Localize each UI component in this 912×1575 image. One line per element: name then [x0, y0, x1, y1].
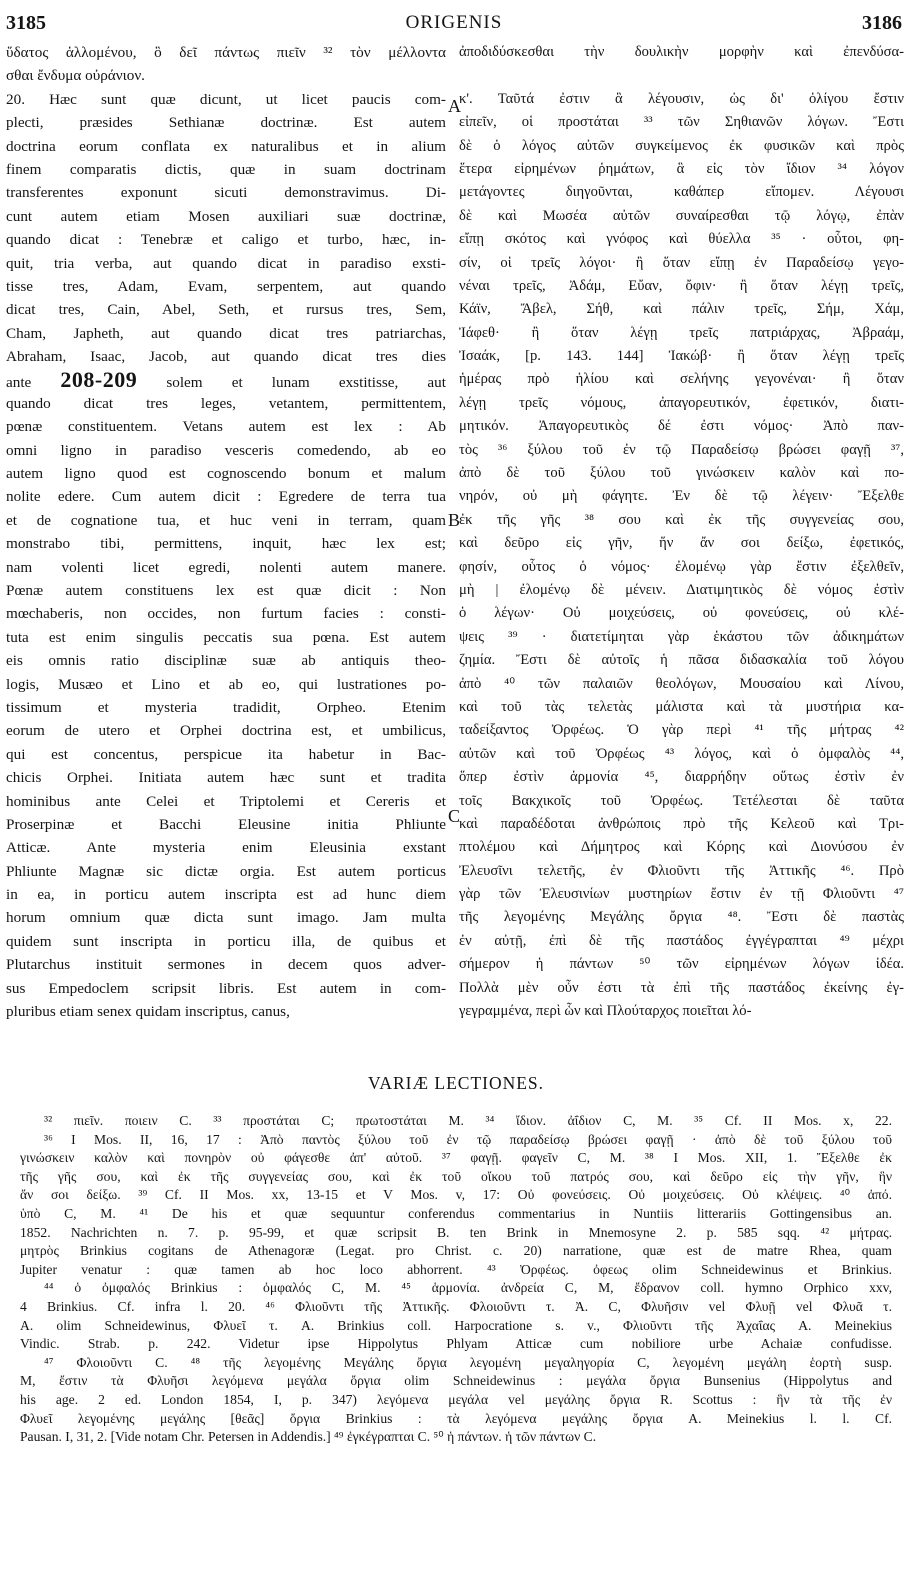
greek-line: τῆς λεγομένης Μεγάλης ὄργια ⁴⁸. Ἔστι δὲ παστὰς [459, 909, 904, 926]
latin-line: quando dicat tres leges, vetantem, permittentem, [6, 394, 446, 412]
greek-line: εἴπῃ σκότος καὶ γνόφος καὶ θύελλα ³⁵ · οὗτοι, φη- [459, 231, 904, 248]
latin-line: σθαι ἔνδυμα οὐράνιον. [6, 67, 145, 85]
greek-line: ἀπὸ ⁴⁰ τῶν παλαιῶν θεολόγων, Μουσαίου καὶ Λίνου, [459, 675, 904, 692]
margin-letter-c: C [448, 806, 461, 826]
latin-line: eis omnis ratio disciplinæ suæ ab antiquis theo- [6, 652, 446, 670]
greek-line: Ἰσαάκ, [p. 143. 144] Ἰακώβ· ἢ ὅταν λέγῃ τρεῖς [459, 348, 904, 365]
variant-note-line: Jupiter venatur : quæ tamen ab hoc loco abhorrent. ⁴³ Ὀρφέως. ὀφεως olim Schneidewinus et Brinkius. [20, 1261, 892, 1277]
variant-note-line: his age. 2 ed. London 1854, I, p. 347) λεγόμενα μεγάλα vel μεγάλης ὄργια R. Scottus : ἣν τὰ τῆς ἐν [20, 1391, 892, 1407]
latin-line: quidem sunt inscripta in porticu illa, de quibus et [6, 932, 446, 950]
latin-line: Atticæ. Ante mysteria enim Eleusinia exstant [6, 839, 446, 857]
greek-line: ἐκ τῆς γῆς ³⁸ σου καὶ ἐκ τῆς συγγενείας σου, [459, 511, 904, 528]
greek-line: μητικόν. Ἀπαγορευτικὸς δέ ἐστι νόμος· Ἀπὸ παν- [459, 418, 904, 435]
latin-line: ὕδατος ἁλλομένου, ὃ δεῖ πάντως πιεῖν ³² τὸν μέλλοντα [6, 44, 446, 61]
latin-line: sus Empedoclem scripsit libris. Est autem in com- [6, 979, 446, 997]
latin-line: chicis Orphei. Initiata autem hæc sunt et tradita [6, 769, 446, 787]
greek-line: ἕτερα εἰρημένων ῥημάτων, ἃ εἰς τὸν ἴδιον ³⁴ λόγον [459, 160, 904, 177]
greek-line: γεγραμμένα, περὶ ὧν καὶ Πλούταρχος ποιεῖται λό- [459, 1003, 752, 1020]
greek-line: ζημία. Ἔστι δὲ αὐτοῖς ἡ πᾶσα διδασκαλία τοῦ λόγου [459, 652, 904, 669]
variant-note-line: τῆς γῆς σου, καὶ ἐκ τῆς συγγενείας σου, καὶ ἐκ τοῦ οἴκου τοῦ πατρός σου, καὶ δεῦρο εἰς τὴν γῆν, ἣν [20, 1168, 892, 1184]
greek-line: φησίν, οὗτος ὁ νόμος· ἐλομένῳ γὰρ ἔστιν ἐξελθεῖν, [459, 558, 904, 575]
latin-line: pluribus etiam senex quidam inscriptus, canus, [6, 1003, 290, 1021]
greek-line: λέγῃ τρεῖς νόμους, ἀπαγορευτικόν, ἐφετικόν, διατι- [459, 394, 904, 411]
latin-line: Abraham, Isaac, Jacob, aut quando dicat tres dies [6, 348, 446, 366]
variant-note-line: μητρὸς Brinkius cogitans de Athenagoræ (Legat. pro Christ. c. 20) narratione, quæ est de matre Rhea, quam [20, 1243, 892, 1259]
section-number: 208-209 [60, 368, 138, 392]
latin-line: qui est concentus, perspicue ita habetur in Bac- [6, 745, 446, 763]
greek-line: σίν, οἱ τρεῖς λόγοι· ἢ ὅταν εἴπῃ ἐν Παραδείσῳ γεγο- [459, 254, 904, 271]
greek-line: καὶ δεῦρο εἰς γῆν, ἥν ἄν σοι δείξω, ἐφετικός, [459, 535, 904, 552]
greek-line: αὐτῶν καὶ τοῦ Ὀρφέως ⁴³ λόγος, καὶ ὁ ὀμφαλὸς ⁴⁴, [459, 745, 904, 762]
latin-line: quit, tria verba, aut quando dicat in paradiso exsti- [6, 254, 446, 272]
greek-line: ἡμέρας πρὸ ἡλίου καὶ σελήνης γεγονέναι· ἢ ὅταν [459, 371, 904, 388]
variant-note-line: ⁴⁷ Φλοιοῦντι C. ⁴⁸ τῆς λεγομένης Μεγάλης ὄργια λεγομένη μεγαληγορία C, λεγομένη μεγάλη ἑορτὴ susp. [44, 1354, 892, 1370]
latin-line: Plutarchus instituit sermones in decem quos adver- [6, 956, 446, 974]
latin-line: ante 208-209 solem et lunam exstitisse, aut [6, 368, 446, 392]
greek-line: σήμερον ἡ πάντων ⁵⁰ τῶν εἰρημένων λόγων ἰδέα. [459, 956, 904, 973]
latin-line: plecti, præsides Sethianæ doctrinæ. Est autem [6, 114, 446, 132]
latin-line: et de cognatione tua, et huc veni in terram, quam [6, 511, 446, 529]
variae-lectiones-notes [20, 1112, 892, 1447]
latin-line: transferentes exponunt sicuti demonstravimus. Di- [6, 184, 446, 202]
greek-line: ὅπερ ἐστὶν ἁρμονία ⁴⁵, διαρρήδην οὕτως ἐστὶν ἐν [459, 769, 904, 786]
margin-letter-b: B [448, 510, 461, 530]
latin-line: hominibus ante Celei et Triptolemi et Cereris et [6, 792, 446, 810]
running-title: ORIGENIS [405, 12, 503, 33]
latin-line: finem comparatis dictis, quæ in suam doctrinam [6, 160, 446, 178]
variant-note-line: Φλυεῖ λεγομένης μεγάλης [θεᾶς] ὄργια Brinkius : τὰ λεγόμενα μεγάλης ὄργια A. Meinekius l. l. Cf. [20, 1410, 892, 1426]
variant-note-line: γινώσκειν καλὸν καὶ πονηρὸν οὐ φάγεσθε ἀπ' αὐτοῦ. ³⁷ φαγῇ. φαγεῖν C, M. ³⁸ I Mos. XII, 1. Ἔξελθε ἐκ [20, 1150, 892, 1166]
variant-note-line: 4 Brinkius. Cf. infra l. 20. ⁴⁶ Φλιοῦντι τῆς Ἀττικῆς. Φλοιοῦντι τ. Ἀ. C, Φλυῆσιν vel Φλυῇ vel Φλυᾶ τ. [20, 1298, 892, 1314]
latin-line: doctrina eorum conflata ex naturalibus et in alium [6, 137, 446, 155]
greek-line: πτολέμου καὶ Δήμητρος καὶ Κόρης καὶ Διονύσου ἐν [459, 839, 904, 856]
latin-line: dicat tres, Cain, Abel, Seth, et rursus tres, Sem, [6, 301, 446, 319]
latin-line: cunt autem etiam Mosen auxiliari suæ doctrinæ, [6, 207, 446, 225]
latin-line: tuta est enim singulis peccatis sua pœna. Est autem [6, 628, 446, 646]
greek-line: ἀπὸ δὲ τοῦ ξύλου τοῦ γινώσκειν καλὸν καὶ πο- [459, 465, 904, 482]
greek-line [459, 64, 904, 87]
latin-line: monstrabo tibi, permittens, inquit, hæc lex est; [6, 535, 446, 553]
latin-line: omni ligno in paradiso vesceris comedendo, ab eo [6, 441, 446, 459]
greek-line: νέναι τρεῖς, Ἀδάμ, Εὔαν, ὄφιν· ἢ ὅταν λέγῃ τρεῖς, [459, 277, 904, 294]
greek-line: τὸς ³⁶ ξύλου τοῦ ἐν τῷ Παραδείσῳ βρώσει φαγῇ ³⁷, [459, 441, 904, 458]
greek-line: ἐν αὐτῇ, ἐπὶ δὲ τῆς παστάδος ἐγγέγραπται ⁴⁹ μέχρι [459, 932, 904, 949]
greek-line: Κάϊν, Ἄβελ, Σήθ, καὶ πάλιν τρεῖς, Σήμ, Χάμ, [459, 301, 904, 318]
greek-column [459, 41, 904, 1023]
variant-note-line: Vindic. Strab. p. 242. Videtur ipse Hippolytus Phlyam Atticæ cum nobiliore urbe Achaiæ confudisse. [20, 1336, 892, 1352]
latin-line: logis, Musæo et Lino et ab eo, qui lustrationes po- [6, 675, 446, 693]
latin-column [6, 41, 446, 1023]
variant-note-line: 1852. Nachrichten n. 7. p. 95-99, et quæ scripsit B. ten Brink in Mnemosyne 2. p. 585 sqq. ⁴² μήτρας. [20, 1224, 892, 1240]
greek-line: τοῖς Βακχικοῖς τοῦ Ὀρφέως. Τετέλεσται δὲ ταῦτα [459, 792, 904, 809]
greek-line: νηρόν, οὐ μὴ φάγητε. Ἐν δὲ τῷ λέγειν· Ἔξελθε [459, 488, 904, 505]
variant-note-line: ⁴⁴ ὁ ὀμφαλός Brinkius : ὀμφαλός C, M. ⁴⁵ ἁρμονία. ἀνδρεία C, M, ἔδρανον coll. hymno Orphico xxv, [44, 1280, 892, 1296]
greek-line: ἀποδιδύσκεσθαι τὴν δουλικὴν μορφὴν καὶ ἐπενδύσα- [459, 44, 904, 60]
latin-line: tissimum et mysteria tradidit, Orpheo. Etenim [6, 698, 446, 716]
greek-line: κ'. Ταῦτά ἐστιν ἃ λέγουσιν, ὡς δι' ὀλίγου ἔστιν [459, 90, 904, 107]
greek-line: καὶ παραδέδοται ἀνθρώποις πρὸ τῆς Κελεοῦ καὶ Τρι- [459, 815, 904, 832]
greek-line: γὰρ τῶν Ἐλευσινίων μυστηρίων ἔστιν ἐν τῇ Φλιοῦντι ⁴⁷ [459, 886, 904, 903]
greek-line: μετάγοντες διηγοῦνται, καθάπερ εἴπομεν. Λέγουσι [459, 184, 904, 201]
latin-line: autem ligno quod est cognoscendo bonum et malum [6, 465, 446, 483]
variant-note-line: ³² πιεῖν. ποιειν C. ³³ προστάται C; πρωτοστάται M. ³⁴ ἴδιον. ἀΐδιον C, M. ³⁵ Cf. II Mos. x, 22. [44, 1113, 892, 1128]
page-number-right: 3186 [862, 12, 902, 34]
page-number-left: 3185 [6, 12, 46, 34]
greek-line: δὲ ὁ λόγος αὐτῶν συγκείμενος ἐκ φυσικῶν καὶ πρὸς [459, 137, 904, 154]
latin-line: quando dicat : Tenebræ et caligo et turbo, hæc, in- [6, 231, 446, 249]
greek-line: Ἐλευσῖνι τελετῆς, ἐν Φλιοῦντι τῆς Ἀττικῆς ⁴⁶. Πρὸ [459, 862, 904, 879]
variae-lectiones-heading: VARIÆ LECTIONES. [367, 1073, 545, 1093]
variant-note-line: M, ἔστιν τὰ Φλυῆσι λεγόμενα μεγάλα ὄργια olim Schneidewinus : μεγάλα ὄργια Bunsenius (Hippolytus and [20, 1373, 892, 1389]
variant-note-line: ἄν σοι δείξω. ³⁹ Cf. II Mos. xx, 13-15 et V Mos. v, 17: Οὐ φονεύσεις. Οὐ μοιχεύσεις. Οὐ κλέψεις. ⁴⁰ ἀπό. [20, 1187, 892, 1203]
margin-letter-a: A [448, 96, 461, 116]
greek-line: Πολλὰ μὲν οὖν ἐστι τὰ ἐπὶ τῆς παστάδος ἐκείνης ἐγ- [459, 979, 904, 996]
greek-line: ψεις ³⁹ · διατετίμηται γὰρ ἑκάστου τῶν ἀδικημάτων [459, 628, 904, 645]
greek-line: ταδείξαντος Ὀρφέως. Ὁ γὰρ περὶ ⁴¹ τῆς μήτρας ⁴² [459, 722, 904, 739]
greek-line: εἰπεῖν, οἱ προστάται ³³ τῶν Σηθιανῶν λόγων. Ἔστι [459, 114, 904, 131]
latin-line: Cham, Japheth, aut quando dicat tres patriarchas, [6, 324, 446, 342]
latin-line: nam volenti licet egredi, nolenti autem manere. [6, 558, 446, 576]
greek-line: ὁ λέγων· Οὐ μοιχεύσεις, οὐ φονεύσεις, οὐ κλέ- [459, 605, 904, 622]
greek-line: Ἰάφεθ· ἢ ὅταν λέγῃ τρεῖς πατριάρχας, Ἀβραάμ, [459, 324, 904, 341]
running-head [6, 12, 902, 38]
latin-line: in ea, in porticu autem inscripta est ad hunc diem [6, 886, 446, 904]
latin-line: Proserpinæ et Bacchi Eleusine initia Phliunte [6, 815, 446, 833]
latin-line: eorum de utero et Orphei doctrina est, et umbilicus, [6, 722, 446, 740]
latin-line: 20. Hæc sunt quæ dicunt, ut licet paucis com- [6, 90, 446, 108]
variant-note-line: ὑπὸ C, M. ⁴¹ De his et quæ sequuntur conferendus commentarius in Nuntiis litterariis Gottingensibus an. [20, 1205, 892, 1221]
latin-line: horum omnium quæ dicta sunt imago. Jam multa [6, 909, 446, 927]
greek-line: δὲ καὶ Μωσέα αὐτῶν συναίρεσθαι τῷ λόγῳ, ἐπὰν [459, 207, 904, 224]
latin-line: Phliunte Magnæ sic dictæ orgia. Est autem porticus [6, 862, 446, 880]
latin-line: nolite edere. Cum autem dicit : Egredere de terra tua [6, 488, 446, 506]
latin-line: tisse tres, Adam, Evam, serpentem, aut quando [6, 277, 446, 295]
greek-line: καὶ τοῦ τὰς τελετὰς μάλιστα καὶ τὰ μυστήρια κα- [459, 698, 904, 715]
variant-note-line: Pausan. I, 31, 2. [Vide notam Chr. Petersen in Addendis.] ⁴⁹ ἐγκέγραπται C. ⁵⁰ ἡ πάντων. ἡ τῶν πάντων C. [20, 1429, 597, 1445]
greek-line: μὴ | ἐλομένῳ δὲ μένειν. Διατιμητικὸς δὲ νόμος ἐστὶν [459, 581, 904, 598]
variant-note-line: ³⁶ I Mos. II, 16, 17 : Ἀπὸ παντὸς ξύλου τοῦ ἐν τῷ παραδείσῳ βρώσει φαγῇ · ἀπὸ δὲ τοῦ ξύλου τοῦ [44, 1131, 892, 1147]
latin-line: Pœnæ autem constituens lex est quæ dicit : Non [6, 581, 446, 599]
latin-line: mœchaberis, non occides, non furtum facies : consti- [6, 605, 446, 623]
latin-line: pœnæ constituentem. Vetans autem est lex : Ab [6, 418, 446, 436]
variant-note-line: A. olim Schneidewinus, Φλυεῖ τ. A. Brinkius coll. Harpocratione s. v., Φλιοῦντι τῆς Ἀχαΐας A. Meinekius [20, 1317, 892, 1333]
